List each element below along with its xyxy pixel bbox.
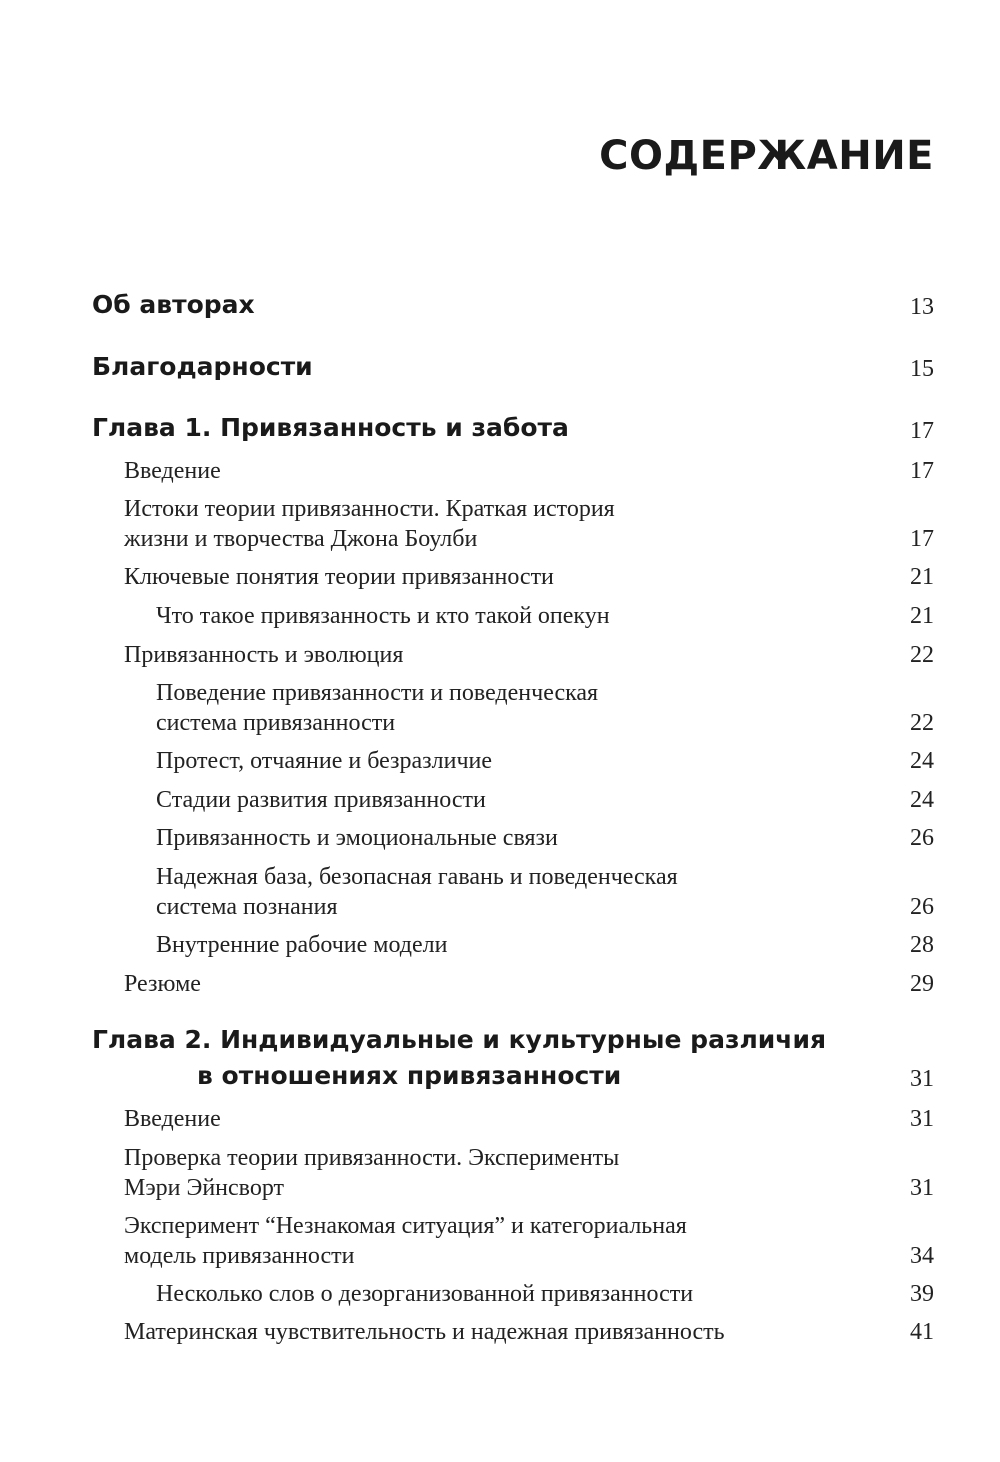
toc-entry-title-line2: в отношениях привязанности — [197, 1061, 622, 1090]
toc-page-number: 17 — [910, 458, 934, 484]
toc-entry-title: Введение — [124, 1106, 221, 1132]
toc-entry-title-line2: жизни и творчества Джона Боулби — [124, 526, 478, 552]
toc-page-number: 15 — [910, 356, 934, 382]
toc-subsection-entry[interactable] — [156, 603, 934, 635]
toc-chapter-entry[interactable] — [92, 413, 934, 453]
toc-subsection-entry[interactable] — [156, 825, 934, 857]
toc-page-number: 22 — [910, 642, 934, 668]
toc-subsection-entry[interactable] — [156, 932, 934, 964]
toc-subsection-entry[interactable] — [156, 787, 934, 819]
toc-entry-title-line2: система познания — [156, 894, 338, 920]
toc-subsection-entry[interactable] — [156, 864, 934, 926]
toc-page-number: 29 — [910, 971, 934, 997]
toc-entry-title: Что такое привязанность и кто такой опекун — [156, 603, 610, 629]
toc-page-number: 39 — [910, 1281, 934, 1307]
toc-entry-title: Внутренние рабочие модели — [156, 932, 448, 958]
toc-section-entry[interactable] — [124, 1145, 934, 1207]
toc-entry-title: Введение — [124, 458, 221, 484]
toc-entry-title: Привязанность и эмоциональные связи — [156, 825, 558, 851]
toc-chapter-entry[interactable] — [92, 1025, 934, 1101]
toc-subsection-entry[interactable] — [156, 1281, 934, 1313]
toc-entry-title-line1: Проверка теории привязанности. Эксперименты — [124, 1145, 620, 1171]
toc-entry-title: Ключевые понятия теории привязанности — [124, 564, 554, 590]
toc-entry-title: Стадии развития привязанности — [156, 787, 486, 813]
toc-subsection-entry[interactable] — [156, 748, 934, 780]
toc-entry-title: Материнская чувствительность и надежная привязанность — [124, 1319, 725, 1345]
toc-entry[interactable] — [92, 290, 934, 330]
toc-entry-title-line1: Истоки теории привязанности. Краткая история — [124, 496, 615, 522]
toc-page-number: 17 — [910, 418, 934, 444]
toc-page-number: 17 — [910, 526, 934, 552]
toc-entry-title-line1: Глава 2. Индивидуальные и культурные различия — [92, 1025, 827, 1054]
toc-entry-title: Протест, отчаяние и безразличие — [156, 748, 493, 774]
toc-entry-title-line2: Мэри Эйнсворт — [124, 1175, 285, 1201]
toc-page-number: 31 — [910, 1066, 934, 1092]
toc-page-number: 13 — [910, 294, 934, 320]
toc-page-number: 41 — [910, 1319, 934, 1345]
toc-section-entry[interactable] — [124, 1213, 934, 1275]
toc-page-number: 24 — [910, 748, 934, 774]
toc-entry-title-line1: Эксперимент “Незнакомая ситуация” и категориальная — [124, 1213, 687, 1239]
toc-entry-title: Привязанность и эволюция — [124, 642, 404, 668]
page-title: СОДЕРЖАНИЕ — [599, 133, 934, 179]
toc-page-number: 21 — [910, 603, 934, 629]
toc-section-entry[interactable] — [124, 458, 934, 490]
toc-entry-title: Несколько слов о дезорганизованной привязанности — [156, 1281, 694, 1307]
toc-entry[interactable] — [92, 352, 934, 392]
toc-entry-title: Благодарности — [92, 352, 313, 381]
toc-page-number: 26 — [910, 894, 934, 920]
toc-entry-title-line1: Надежная база, безопасная гавань и поведенческая — [156, 864, 678, 890]
toc-page-number: 22 — [910, 710, 934, 736]
toc-subsection-entry[interactable] — [156, 680, 934, 742]
toc-page-number: 24 — [910, 787, 934, 813]
toc-section-entry[interactable] — [124, 971, 934, 1003]
toc-page-number: 31 — [910, 1106, 934, 1132]
toc-entry-title-line2: модель привязанности — [124, 1243, 355, 1269]
toc-entry-title-line2: система привязанности — [156, 710, 396, 736]
toc-entry-title: Резюме — [124, 971, 201, 997]
toc-page-number: 34 — [910, 1243, 934, 1269]
toc-page-number: 21 — [910, 564, 934, 590]
toc-entry-title: Глава 1. Привязанность и забота — [92, 413, 569, 442]
toc-entry-title: Об авторах — [92, 290, 255, 319]
toc-section-entry[interactable] — [124, 1106, 934, 1138]
toc-entry-title-line1: Поведение привязанности и поведенческая — [156, 680, 599, 706]
toc-page-number: 31 — [910, 1175, 934, 1201]
toc-section-entry[interactable] — [124, 1319, 934, 1351]
toc-section-entry[interactable] — [124, 496, 934, 558]
toc-page-number: 26 — [910, 825, 934, 851]
toc-section-entry[interactable] — [124, 564, 934, 596]
toc-section-entry[interactable] — [124, 642, 934, 674]
toc-page-number: 28 — [910, 932, 934, 958]
